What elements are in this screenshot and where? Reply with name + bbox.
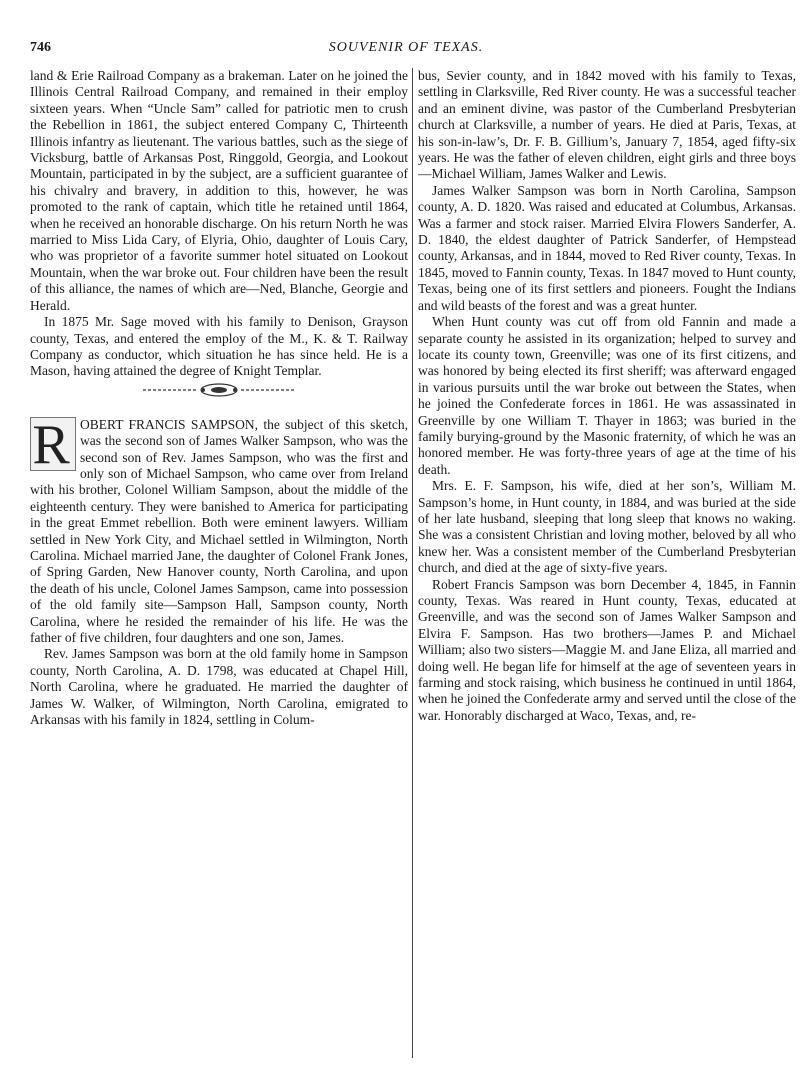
column-divider xyxy=(412,68,413,1058)
paragraph: In 1875 Mr. Sage moved with his family to Denison, Grayson county, Texas, and entered the employ of the M., K. & T. Railway Company as conductor, which situation he has since held. He is a Mason, having attained the degree of Knight Templar. xyxy=(30,314,408,379)
paragraph: Robert Francis Sampson was born December 4, 1845, in Fannin county, Texas. Was reared in Hunt county, Texas, educated at Greenville, and was the second son of James Walker Sampson and Elvira F. Sampson. Has two brothers—James P. and Michael William; also two sisters—Maggie M. and Jane Eliza, all married and doing well. He began life for himself at the age of seventeen years in farming and stock raising, which business he continued in until 1864, when he joined the Confederate army and served until the close of the war. Honorably discharged at Waco, Texas, and, re- xyxy=(418,576,796,723)
drop-cap-letter: R xyxy=(30,417,76,471)
right-column xyxy=(418,68,796,724)
running-title: SOUVENIR OF TEXAS. xyxy=(328,40,484,55)
paragraph-with-drop-cap xyxy=(30,413,408,647)
paragraph: Mrs. E. F. Sampson, his wife, died at her son’s, William M. Sampson’s home, in Hunt county, in 1884, and was buried at the side of her late husband, sleeping that long sleep that knows no waking. She was a consistent Christian and loving mother, beloved by all who knew her. Was a consistent member of the Cumberland Presbyterian church, and died at the age of sixty-five years. xyxy=(418,478,796,576)
paragraph: When Hunt county was cut off from old Fannin and made a separate county he assisted in its organization; helped to survey and locate its county town, Greenville; was one of its first citizens, and was honored by being elected its first sheriff; was afterward engaged in various pursuits until the war broke out between the States, when he joined the Confederate forces in 1861. He was assassinated in Greenville by one William T. Thayer in 1863; was buried in the family burying-ground by the Masonic fraternity, of which he was an honored member. He was forty-three years of age at the time of his death. xyxy=(418,314,796,477)
page-header xyxy=(30,40,782,62)
paragraph: James Walker Sampson was born in North Carolina, Sampson county, A. D. 1820. Was raised and educated at Columbus, Arkansas. Was a farmer and stock raiser. Married Elvira Flowers Sanderfer, A. D. 1840, the eldest daughter of Patrick Sanderfer, of Hempstead county, Arkansas, and in 1844, moved to Red River county, Texas. In 1845, moved to Fannin county, Texas. In 1847 moved to Hunt county, Texas, being one of its first settlers and pioneers. Fought the Indians and wild beasts of the forest and was a great hunter. xyxy=(418,182,796,313)
left-column xyxy=(30,68,408,728)
paragraph: bus, Sevier county, and in 1842 moved with his family to Texas, settling in Clarksville, Red River county. He was a successful teacher and an eminent divine, was pastor of the Cumberland Presbyterian church at Clarksville, a number of years. He died at Paris, Texas, at his son-in-law’s, Dr. F. B. Gillium’s, January 7, 1854, aged fifty-six years. He was the father of eleven children, eight girls and three boys—Michael William, James Walker and Lewis. xyxy=(418,68,796,182)
paragraph: land & Erie Railroad Company as a brakeman. Later on he joined the Illinois Central Railroad Company, and remained in their employ sixteen years. When “Uncle Sam” called for patriotic men to crush the Rebellion in 1861, the subject entered Company C, Thirteenth Illinois infantry as lieutenant. The various battles, such as the siege of Vicksburg, battle of Arkansas Post, Ringgold, Georgia, and Lookout Mountain, participated in by the subject, are a sufficient guarantee of his chivalry and bravery, in addition to this, however, he was promoted to the rank of captain, which title he retained until 1864, when he received an honorable discharge. On his return North he was married to Miss Lida Cary, of Elyria, Ohio, daughter of Louis Cary, who was proprietor of a favorite summer hotel situated on Lookout Mountain, when the war broke out. Four children have been the result of this alliance, the names of which are—Ned, Blanche, Georgie and Herald. xyxy=(30,68,408,313)
decorative-divider-icon xyxy=(139,383,299,397)
paragraph: Rev. James Sampson was born at the old family home in Sampson county, North Carolina, A. D. 1798, was educated at Chapel Hill, North Carolina, where he graduated. He married the daughter of James W. Walker, of Wilmington, North Carolina, emigrated to Arkansas with his family in 1824, settling in Colum- xyxy=(30,646,408,728)
paragraph-text: OBERT FRANCIS SAMPSON, the subject of this sketch, was the second son of James Walker Sampson, who was the second son of Rev. James Sampson, who was the first and only son of Michael Sampson, who came over from Ireland with his brother, Colonel William Sampson, about the middle of the eighteenth century. They were banished to America for participating in the great Emmet rebellion. Both were eminent lawyers. William settled in New York City, and Michael settled in Wilmington, North Carolina. Michael married Jane, the daughter of Colonel Frank Jones, of Spring Garden, New Hanover county, North Carolina, and upon the death of his uncle, Colonel James Sampson, came into possession of the old family site—Sampson Hall, Sampson county, North Carolina, where he resided the remainder of his life. He was the father of five children, four daughters and one son, James. xyxy=(30,416,408,645)
page-number: 746 xyxy=(30,40,51,55)
